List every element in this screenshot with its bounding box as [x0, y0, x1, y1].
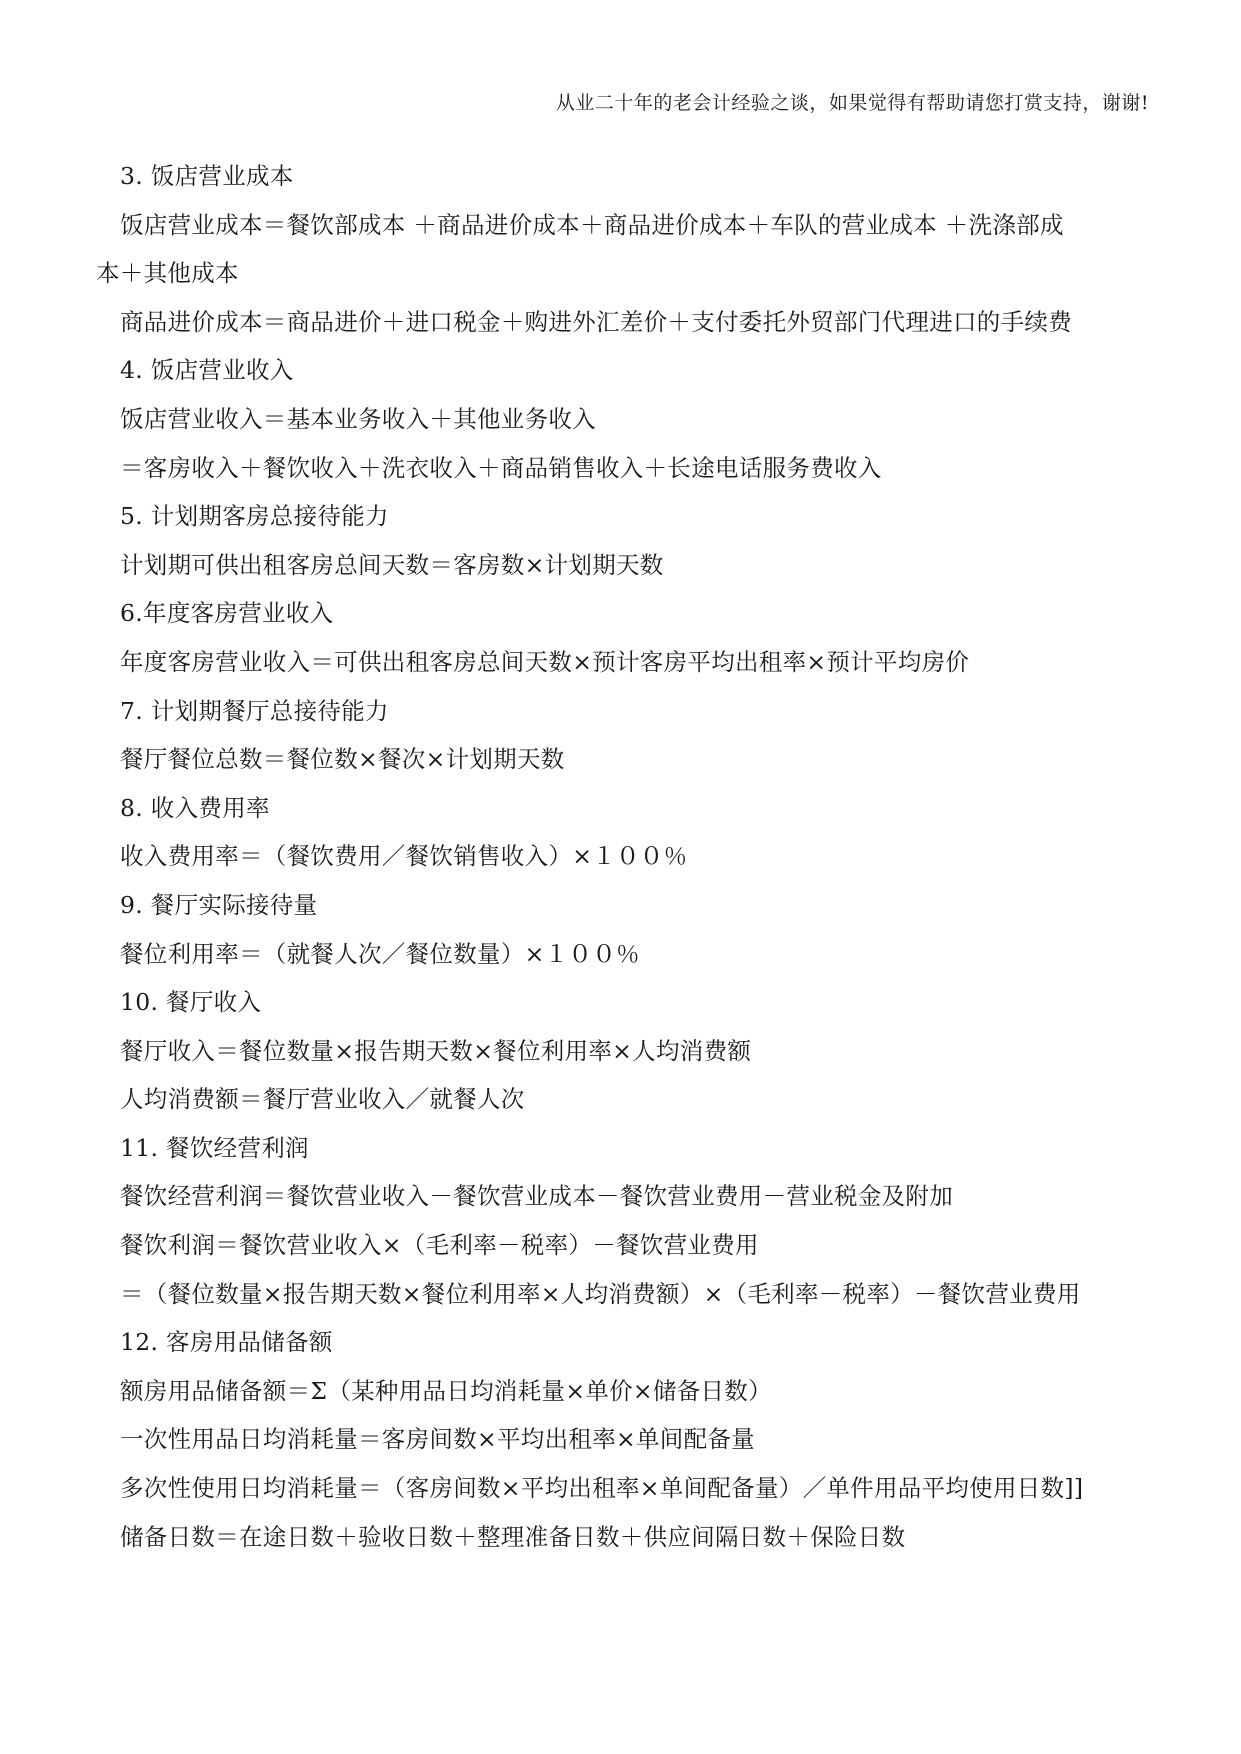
formula-line: 人均消费额＝餐厅营业收入／就餐人次	[120, 1085, 525, 1114]
formula-line: 餐饮利润＝餐饮营业收入×（毛利率－税率）－餐饮营业费用	[120, 1231, 759, 1260]
section-heading-8: 8. 收入费用率	[120, 793, 270, 822]
formula-line-continued: 本＋其他成本	[96, 259, 239, 288]
section-heading-3: 3. 饭店营业成本	[120, 162, 294, 190]
section-heading-4: 4. 饭店营业收入	[120, 356, 294, 385]
section-heading-11: 11. 餐饮经营利润	[120, 1133, 309, 1162]
formula-line: 一次性用品日均消耗量＝客房间数×平均出租率×单间配备量	[120, 1425, 755, 1454]
document-body	[96, 152, 1148, 1561]
section-heading-9: 9. 餐厅实际接待量	[120, 890, 318, 919]
formula-line: ＝客房收入＋餐饮收入＋洗衣收入＋商品销售收入＋长途电话服务费收入	[120, 453, 882, 482]
header-note: 从业二十年的老会计经验之谈，如果觉得有帮助请您打赏支持，谢谢!	[555, 92, 1149, 114]
formula-line: 商品进价成本＝商品进价＋进口税金＋购进外汇差价＋支付委托外贸部门代理进口的手续费	[120, 307, 1072, 336]
section-heading-6: 6.年度客房营业收入	[120, 599, 334, 628]
formula-line: 饭店营业成本＝餐饮部成本 ＋商品进价成本＋商品进价成本＋车队的营业成本 ＋洗涤部成	[120, 210, 1064, 239]
formula-line: 多次性使用日均消耗量＝（客房间数×平均出租率×单间配备量）／单件用品平均使用日数]]	[120, 1474, 1084, 1503]
section-heading-10: 10. 餐厅收入	[120, 988, 262, 1017]
formula-line: 年度客房营业收入＝可供出租客房总间天数×预计客房平均出租率×预计平均房价	[120, 647, 970, 676]
formula-line: 餐饮经营利润＝餐饮营业收入－餐饮营业成本－餐饮营业费用－营业税金及附加	[120, 1182, 953, 1211]
formula-line: 额房用品储备额＝Σ（某种用品日均消耗量×单价×储备日数）	[120, 1376, 772, 1405]
formula-line: 储备日数＝在途日数＋验收日数＋整理准备日数＋供应间隔日数＋保险日数	[120, 1522, 906, 1551]
formula-line: 餐位利用率＝（就餐人次／餐位数量）×１００％	[120, 939, 640, 968]
formula-line: ＝（餐位数量×报告期天数×餐位利用率×人均消费额）×（毛利率－税率）－餐饮营业费用	[120, 1279, 1081, 1308]
formula-line: 计划期可供出租客房总间天数＝客房数×计划期天数	[120, 550, 664, 579]
formula-line: 餐厅收入＝餐位数量×报告期天数×餐位利用率×人均消费额	[120, 1036, 752, 1065]
section-heading-12: 12. 客房用品储备额	[120, 1328, 333, 1357]
formula-line: 饭店营业收入＝基本业务收入＋其他业务收入	[120, 404, 596, 433]
section-heading-5: 5. 计划期客房总接待能力	[120, 502, 389, 531]
formula-line: 收入费用率＝（餐饮费用／餐饮销售收入）×１００％	[120, 842, 688, 871]
formula-line: 餐厅餐位总数＝餐位数×餐次×计划期天数	[120, 745, 565, 774]
section-heading-7: 7. 计划期餐厅总接待能力	[120, 696, 389, 725]
